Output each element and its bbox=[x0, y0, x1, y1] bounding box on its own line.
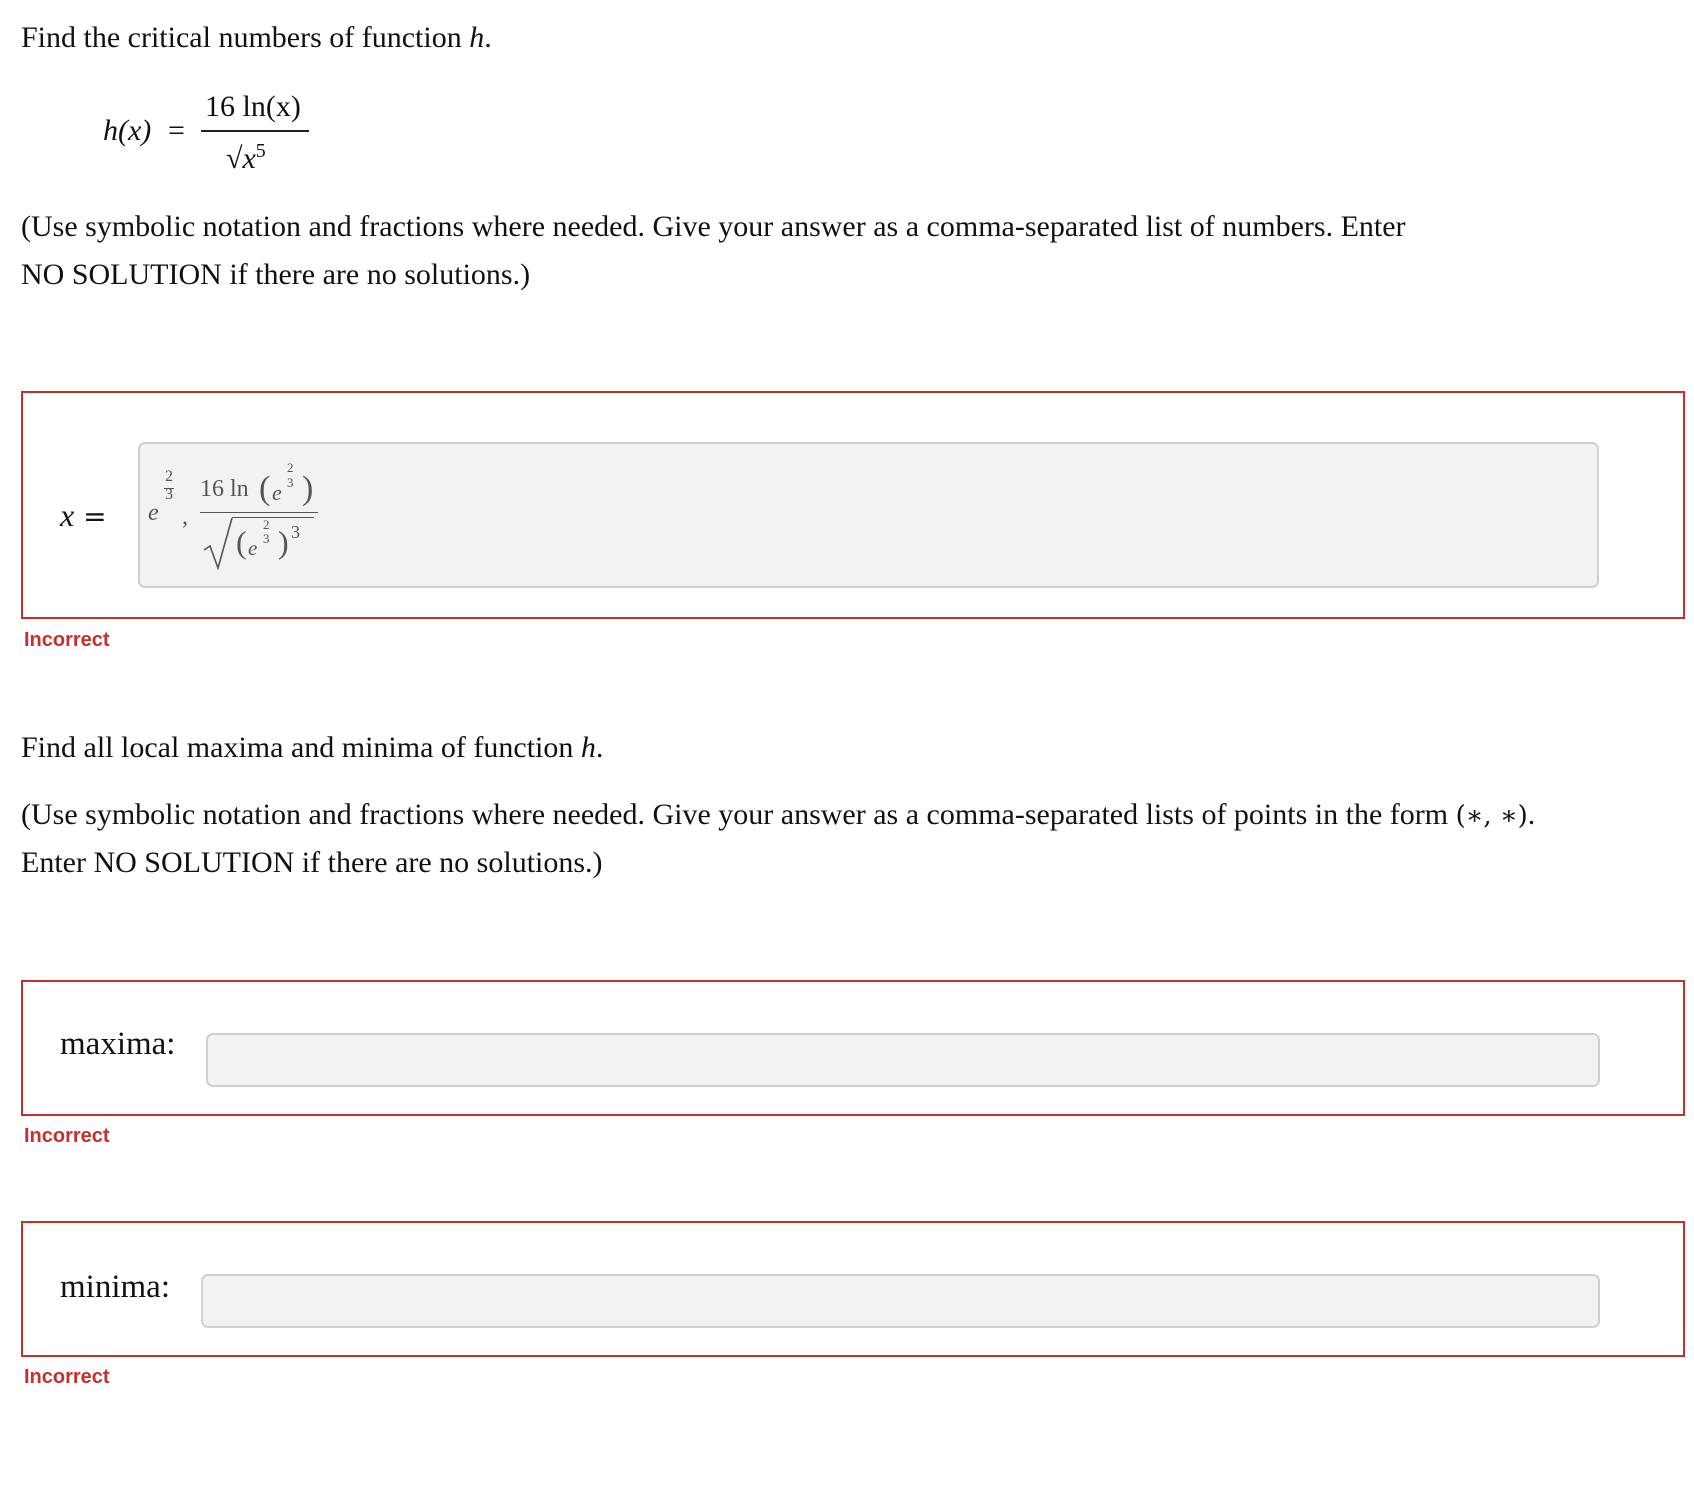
exp-denominator: 3 bbox=[165, 486, 173, 503]
answer-fraction-numerator: 16 ln bbox=[200, 476, 249, 502]
answer-label: x = bbox=[60, 497, 107, 533]
critical-numbers-status: Incorrect bbox=[24, 629, 110, 651]
question2-prompt: Find all local maxima and minima of function h. bbox=[21, 731, 604, 764]
sqrt-bar bbox=[232, 517, 314, 518]
paren-open: ( bbox=[259, 470, 271, 507]
equals-sign: = bbox=[168, 114, 185, 147]
den-power: 3 bbox=[291, 522, 300, 542]
question2-instructions-line1: (Use symbolic notation and fractions where needed. Give your answer as a comma-separated lists of points in the form (∗, ∗). bbox=[21, 798, 1536, 831]
answer-base-e: e bbox=[148, 500, 159, 526]
function-denominator: $√x^5$ bbox=[226, 140, 266, 175]
den-exp-den: 3 bbox=[263, 531, 270, 546]
maxima-input[interactable] bbox=[206, 1033, 1600, 1087]
answer-fraction-bar bbox=[200, 512, 318, 513]
minima-label: minima: bbox=[60, 1269, 170, 1305]
fraction-bar bbox=[201, 130, 309, 132]
den-paren-open: ( bbox=[236, 524, 247, 560]
question2-instructions-line2: Enter NO SOLUTION if there are no solutions.) bbox=[21, 846, 603, 879]
function-lhs: h(x) bbox=[103, 114, 152, 147]
numerator-inner-e: e bbox=[272, 480, 282, 505]
function-numerator: 16 ln(x) bbox=[205, 90, 301, 123]
den-exp-num: 2 bbox=[263, 517, 270, 532]
numerator-exp-num: 2 bbox=[287, 460, 294, 475]
question1-prompt: Find the critical numbers of function h. bbox=[21, 21, 492, 54]
minima-answer-box bbox=[21, 1221, 1685, 1357]
question1-instructions-line2: NO SOLUTION if there are no solutions.) bbox=[21, 258, 531, 291]
numerator-exp-den: 3 bbox=[287, 475, 294, 490]
function-variable: h bbox=[469, 21, 485, 54]
function-variable-2: h bbox=[580, 731, 596, 764]
answer-math bbox=[148, 460, 348, 580]
maxima-answer-box bbox=[21, 980, 1685, 1116]
question1-instructions-line1: (Use symbolic notation and fractions where needed. Give your answer as a comma-separated list of numbers. Enter bbox=[21, 210, 1406, 243]
critical-numbers-answer-box bbox=[21, 391, 1685, 619]
critical-numbers-input[interactable] bbox=[138, 442, 1599, 588]
den-paren-close: ) bbox=[278, 524, 289, 560]
maxima-label: maxima: bbox=[60, 1026, 176, 1062]
paren-close: ) bbox=[302, 470, 314, 507]
sqrt-icon bbox=[202, 516, 234, 570]
exp-numerator: 2 bbox=[165, 468, 173, 485]
denominator-inner-e: e bbox=[248, 536, 258, 560]
maxima-status: Incorrect bbox=[24, 1125, 110, 1147]
minima-status: Incorrect bbox=[24, 1366, 110, 1388]
minima-input[interactable] bbox=[201, 1274, 1600, 1328]
answer-comma: , bbox=[182, 504, 188, 530]
form-hint: (∗, ∗) bbox=[1455, 801, 1528, 831]
